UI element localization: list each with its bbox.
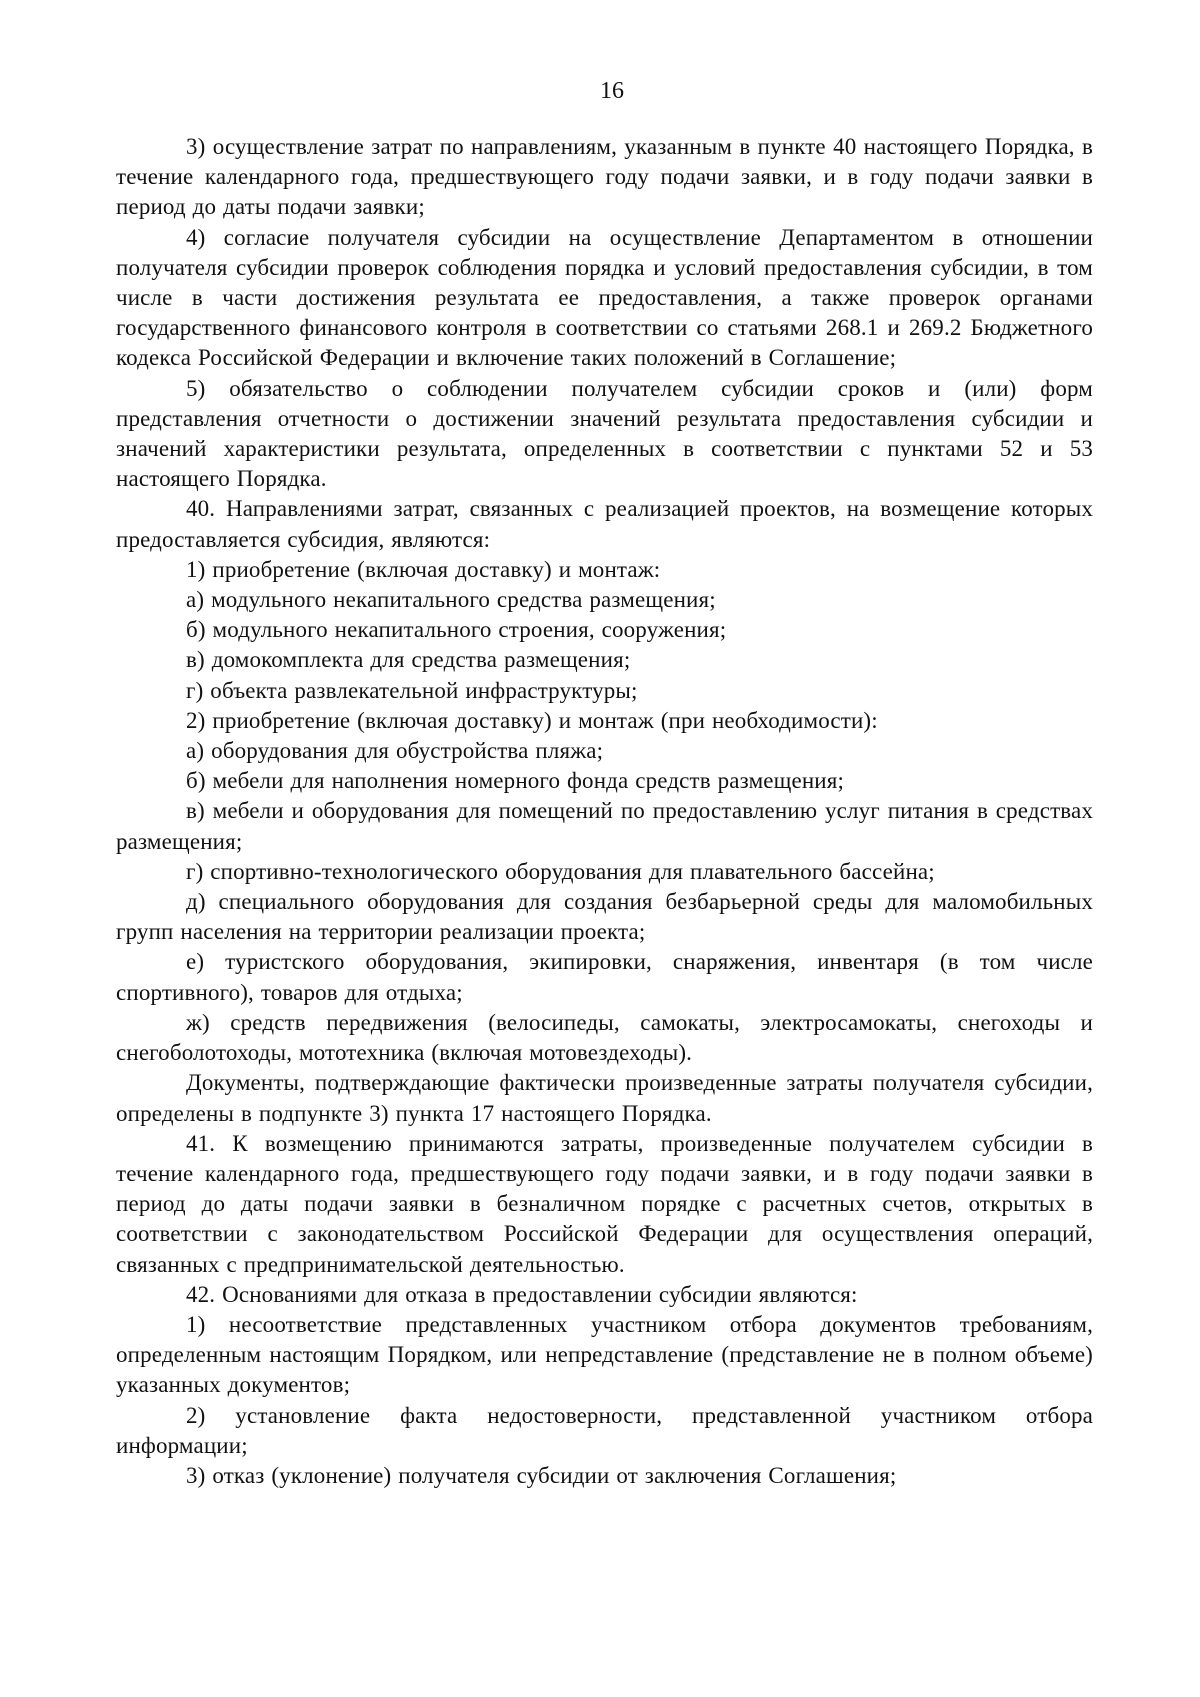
paragraph-40-documents: Документы, подтверждающие фактически произведенные затраты получателя субсидии, определены в подпункте 3) пункта 17 настоящего Порядка.: [116, 1070, 1093, 1126]
paragraph-40-2-b: б) мебели для наполнения номерного фонда средств размещения;: [186, 768, 845, 794]
paragraph-40-2-a: а) оборудования для обустройства пляжа;: [186, 738, 604, 764]
paragraph-42-3: 3) отказ (уклонение) получателя субсидии от заключения Соглашения;: [186, 1462, 897, 1488]
paragraph-42-refusal-grounds: 42. Основаниями для отказа в предоставлении субсидии являются:: [186, 1281, 858, 1307]
paragraph-40-2-zh: ж) средств передвижения (велосипеды, самокаты, электросамокаты, снегоходы и снегоболотоходы, мототехника (включая мотовездеходы).: [116, 1009, 1093, 1066]
paragraph-40-2-e: е) туристского оборудования, экипировки, снаряжения, инвентаря (в том числе спортивного), товаров для отдыха;: [116, 949, 1093, 1005]
paragraph-40-2-d: д) специального оборудования для создания безбарьерной среды для маломобильных групп населения на территории реализации проекта;: [116, 889, 1093, 945]
paragraph-40-expense-directions: 40. Направлениями затрат, связанных с реализацией проектов, на возмещение которых предоставляется субсидия, являются:: [116, 496, 1093, 552]
paragraph-40-2-purchase-equipment: 2) приобретение (включая доставку) и монтаж (при необходимости):: [186, 707, 878, 733]
paragraph-40-1-g: г) объекта развлекательной инфраструктуры;: [186, 677, 638, 703]
paragraph-item-4-consent-to-inspections: 4) согласие получателя субсидии на осуществление Департаментом в отношении получателя субсидии проверок соблюдения порядка и условий предоставления субсидии, в том числе в части достижения результата ее предоставления, а также проверок органами государственного финансового контроля в соответствии со статьями 268.1 и 269.2 Бюджетного кодекса Российской Федерации и включение таких положений в Соглашение;: [116, 224, 1093, 371]
paragraph-40-1-a: а) модульного некапитального средства размещения;: [186, 587, 716, 613]
paragraph-40-1-v: в) домокомплекта для средства размещения;: [186, 647, 631, 673]
paragraph-40-1-b: б) модульного некапитального строения, сооружения;: [186, 617, 727, 643]
page-number: 16: [600, 78, 624, 104]
paragraph-41-reimbursable-costs: 41. К возмещению принимаются затраты, произведенные получателем субсидии в течение календарного года, предшествующего году подачи заявки, и в году подачи заявки в период до даты подачи заявки в безналичном порядке с расчетных счетов, открытых в соответствии с законодательством Российской Федерации для осуществления операций, связанных с предпринимательской деятельностью.: [116, 1130, 1093, 1277]
document-body: [116, 132, 1093, 1491]
paragraph-42-1: 1) несоответствие представленных участником отбора документов требованиям, определенным настоящим Порядком, или непредставление (представление не в полном объеме) указанных документов;: [116, 1311, 1093, 1398]
paragraph-40-1-purchase-and-installation: 1) приобретение (включая доставку) и монтаж:: [186, 556, 661, 582]
paragraph-item-5-reporting-obligation: 5) обязательство о соблюдении получателем субсидии сроков и (или) форм представления отчетности о достижении значений результата предоставления субсидии и значений характеристики результата, определенных в соответствии с пунктами 52 и 53 настоящего Порядка.: [116, 375, 1093, 492]
paragraph-42-2: 2) установление факта недостоверности, представленной участником отбора информации;: [116, 1402, 1093, 1458]
paragraph-40-2-g: г) спортивно-технологического оборудования для плавательного бассейна;: [186, 858, 935, 884]
paragraph-item-3-expense-directions: 3) осуществление затрат по направлениям, указанным в пункте 40 настоящего Порядка, в течение календарного года, предшествующего году подачи заявки, и в году подачи заявки в период до даты подачи заявки;: [116, 134, 1093, 220]
paragraph-40-2-v: в) мебели и оборудования для помещений по предоставлению услуг питания в средствах размещения;: [116, 798, 1093, 854]
